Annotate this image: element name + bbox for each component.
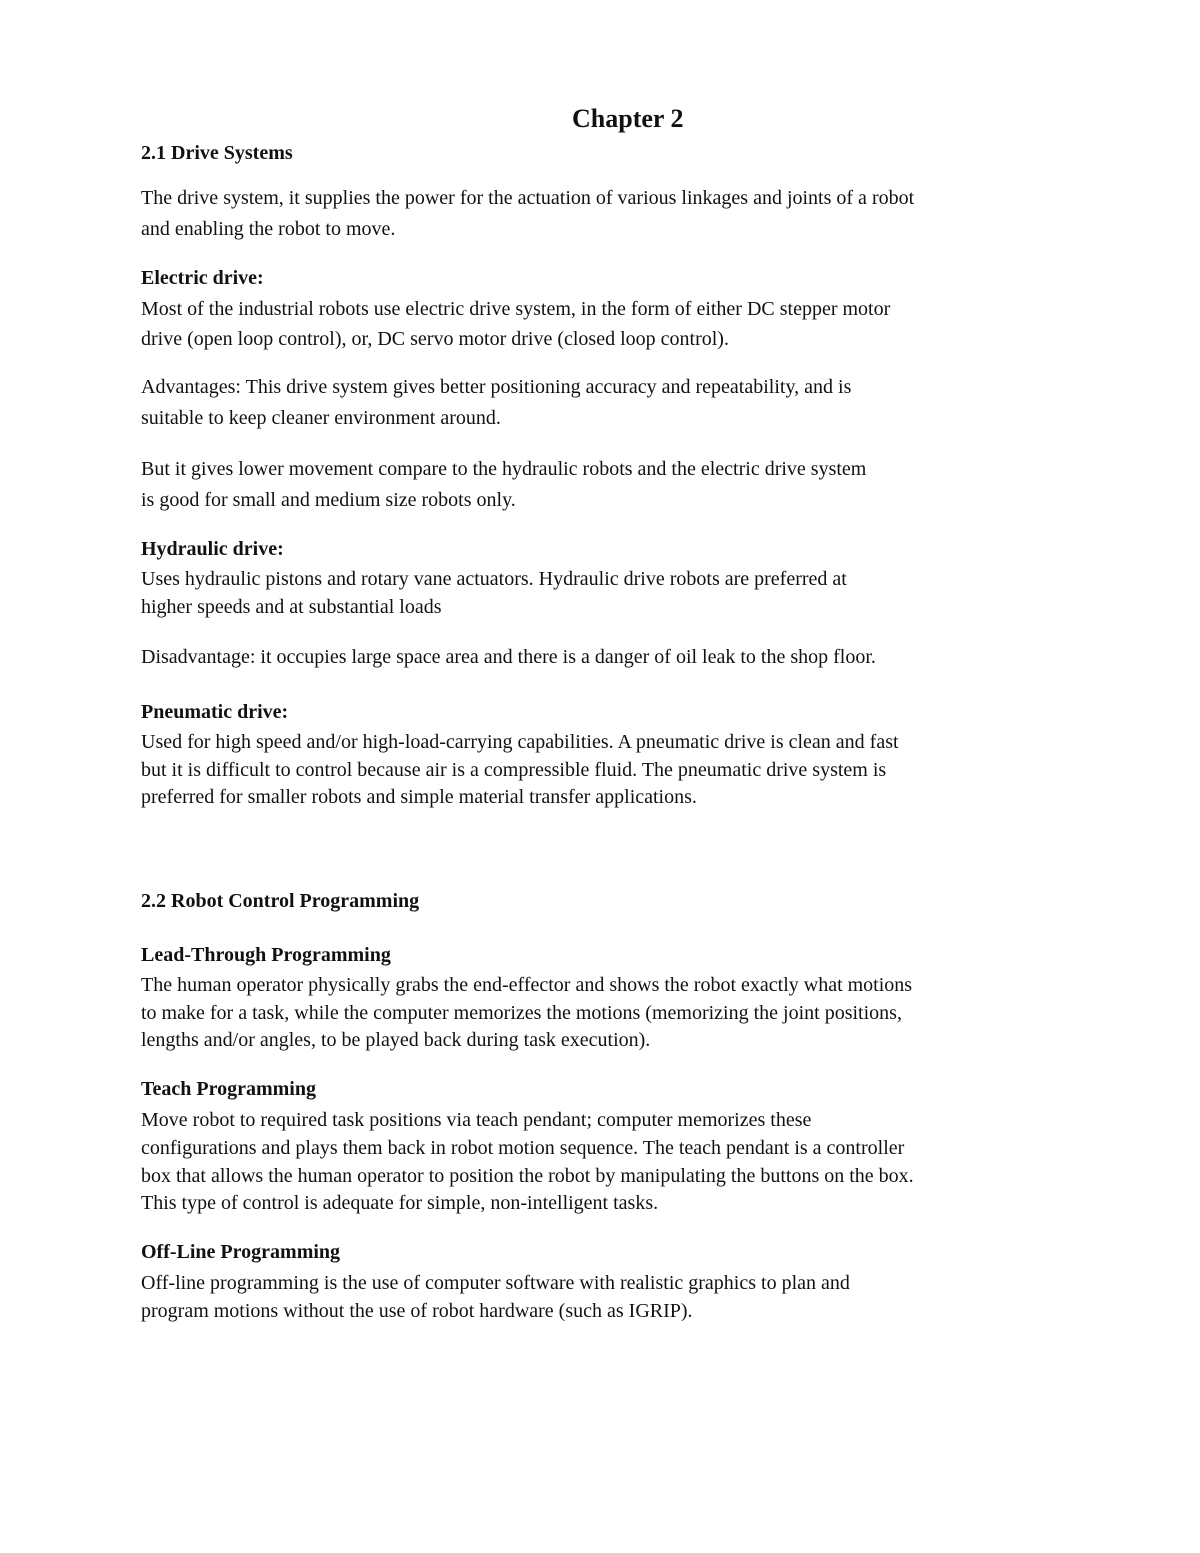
subheading-pneumatic-drive: Pneumatic drive: [141, 701, 289, 723]
subheading-off-line-programming: Off-Line Programming [141, 1241, 341, 1263]
paragraph-line: suitable to keep cleaner environment around. [141, 407, 501, 429]
paragraph-line: but it is difficult to control because air is a compressible fluid. The pneumatic drive system is [141, 759, 887, 781]
chapter-title: Chapter 2 [572, 104, 684, 133]
paragraph-line: The human operator physically grabs the end-effector and shows the robot exactly what motions [141, 974, 913, 996]
paragraph-line: Most of the industrial robots use electric drive system, in the form of either DC stepper motor [141, 298, 891, 320]
subheading-teach-programming: Teach Programming [141, 1078, 316, 1100]
paragraph-line: Disadvantage: it occupies large space area and there is a danger of oil leak to the shop floor. [141, 646, 876, 668]
section-heading-robot-control-programming: 2.2 Robot Control Programming [141, 890, 420, 912]
subheading-electric-drive: Electric drive: [141, 267, 264, 289]
paragraph-line: lengths and/or angles, to be played back during task execution). [141, 1029, 651, 1051]
subheading-lead-through-programming: Lead-Through Programming [141, 944, 391, 966]
paragraph-line: Advantages: This drive system gives better positioning accuracy and repeatability, and is [141, 376, 852, 398]
paragraph-line: Uses hydraulic pistons and rotary vane actuators. Hydraulic drive robots are preferred at [141, 568, 847, 590]
paragraph-line: preferred for smaller robots and simple material transfer applications. [141, 786, 697, 808]
subheading-hydraulic-drive: Hydraulic drive: [141, 538, 284, 560]
paragraph-line: box that allows the human operator to position the robot by manipulating the buttons on the box. [141, 1165, 914, 1187]
paragraph-line: configurations and plays them back in robot motion sequence. The teach pendant is a controller [141, 1137, 905, 1159]
paragraph-line: Used for high speed and/or high-load-carrying capabilities. A pneumatic drive is clean and fast [141, 731, 899, 753]
section-heading-drive-systems: 2.1 Drive Systems [141, 142, 293, 164]
paragraph-line: to make for a task, while the computer memorizes the motions (memorizing the joint positions, [141, 1002, 902, 1024]
paragraph-line: This type of control is adequate for simple, non-intelligent tasks. [141, 1192, 659, 1214]
paragraph-line: drive (open loop control), or, DC servo motor drive (closed loop control). [141, 328, 729, 350]
paragraph-line: Move robot to required task positions via teach pendant; computer memorizes these [141, 1109, 812, 1131]
paragraph-line: is good for small and medium size robots only. [141, 489, 516, 511]
paragraph-line: program motions without the use of robot hardware (such as IGRIP). [141, 1300, 693, 1322]
paragraph-line: But it gives lower movement compare to the hydraulic robots and the electric drive system [141, 458, 867, 480]
paragraph-line: higher speeds and at substantial loads [141, 596, 442, 618]
paragraph-line: and enabling the robot to move. [141, 218, 396, 240]
paragraph-line: Off-line programming is the use of computer software with realistic graphics to plan and [141, 1272, 850, 1294]
paragraph-line: The drive system, it supplies the power for the actuation of various linkages and joints of a robot [141, 187, 915, 209]
